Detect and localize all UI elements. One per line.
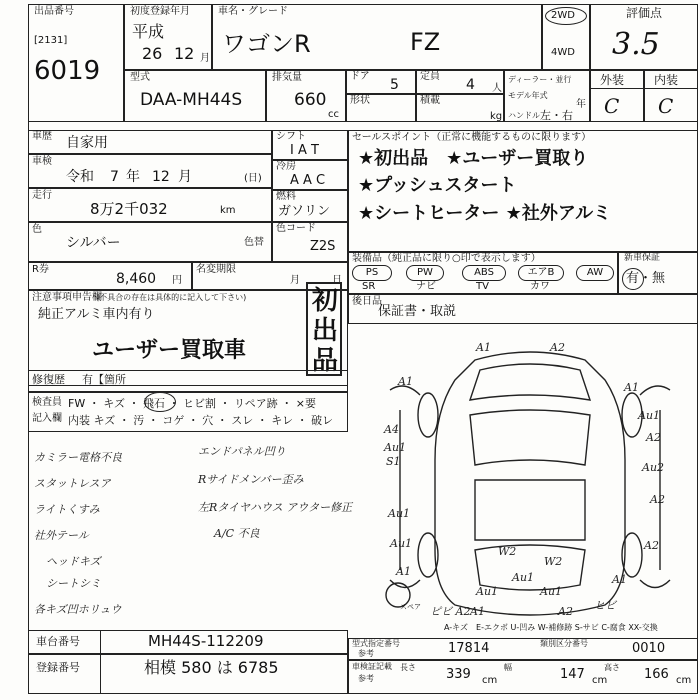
capacity-unit: 人 xyxy=(492,83,502,94)
load-unit: kg xyxy=(490,111,503,122)
dmg-mark-1: A1 xyxy=(476,341,491,354)
model-year-label: モデル年式 xyxy=(508,91,548,100)
dmg-mark-4: A1 xyxy=(624,381,639,394)
inspection-label: 車検 xyxy=(32,156,52,167)
ref-label-1: 型式指定番号 xyxy=(352,639,400,648)
dims-height: 166 xyxy=(644,667,669,682)
dmg-mark-23: Au1 xyxy=(540,585,563,598)
mileage-unit: km xyxy=(220,205,236,216)
color: シルバー xyxy=(66,235,121,251)
equip-ps: PS xyxy=(352,265,392,281)
displacement-unit: cc xyxy=(328,109,339,120)
capacity-label: 定員 xyxy=(420,71,440,82)
history: 自家用 xyxy=(66,135,108,151)
damage-legend: A-キズ E-エクボ U-凹み W-補修跡 S-サビ C-腐食 XX-交換 xyxy=(444,623,658,632)
dmg-mark-26: スペア xyxy=(400,603,421,611)
dmg-mark-22: Au1 xyxy=(476,585,499,598)
color-change-label: 色替 xyxy=(244,237,264,248)
inspection-year-unit: 年 xyxy=(126,169,140,185)
dmg-mark-24: ヒビ xyxy=(594,599,616,612)
inspection-year: 7 xyxy=(110,169,119,185)
hw-note-1: カミラー電格不良 xyxy=(34,451,122,464)
dealer-label: ディーラー・並行 xyxy=(508,75,572,84)
inspector-row-1: FW ・ キズ ・ 飛石 ・ ヒビ割 ・ リペア跡 ・ ×要 xyxy=(68,397,316,410)
hw-note-4: Rサイドメンバー歪み xyxy=(198,473,304,486)
meigi-month-unit: 月 xyxy=(290,275,300,286)
inspector-label-2: 記入欄 xyxy=(32,413,62,424)
hw-note-2: エンドパネル凹り xyxy=(198,445,286,458)
dims-label: 車検証記載 xyxy=(352,662,392,671)
dmg-mark-5: A2 xyxy=(646,431,661,444)
recycle-label: R券 xyxy=(32,264,49,275)
history-cell xyxy=(28,130,272,154)
ref-value-1: 17814 xyxy=(448,641,490,656)
dims-len-label: 長さ xyxy=(400,663,416,672)
ext-label: 外装 xyxy=(600,73,625,87)
equip-aw: AW xyxy=(576,265,614,281)
ext-int-divider xyxy=(590,88,698,89)
notes-main: ユーザー買取車 xyxy=(92,338,247,363)
plate: 相模 580 は 6785 xyxy=(144,658,279,677)
ext-value: C xyxy=(604,94,620,118)
handle-label: ハンドル xyxy=(508,111,540,120)
dmg-mark-16: W2 xyxy=(544,555,563,568)
lot-number: 6019 xyxy=(34,56,101,86)
documents-label: 後日品 xyxy=(352,296,382,307)
aircon: A A C xyxy=(290,173,326,188)
hw-note-11: 各キズ凹ホリュウ xyxy=(34,603,122,616)
dmg-mark-6: A4 xyxy=(384,423,399,436)
doors: 5 xyxy=(390,77,399,93)
documents: 保証書・取説 xyxy=(378,304,457,319)
first-listing: 初出品 xyxy=(312,286,339,376)
first-reg-era: 平成 xyxy=(132,22,165,41)
color-cell xyxy=(28,222,272,262)
car-name: ワゴンR xyxy=(222,30,311,58)
hw-note-6: 左Rタイヤハウス アウター修正 xyxy=(198,501,353,514)
dmg-mark-21: A2 xyxy=(558,605,573,618)
meigi-day-unit: 日 xyxy=(332,275,342,286)
inspector-label-1: 検査員 xyxy=(32,397,62,408)
equip-abs: ABS xyxy=(462,265,506,281)
dmg-mark-2: A2 xyxy=(550,341,565,354)
shift-label: シフト xyxy=(276,131,306,142)
shift: I A T xyxy=(290,143,319,158)
notes-sub: (不具合の存在は具体的に記入して下さい) xyxy=(96,293,247,302)
ref-label-2: 参考 xyxy=(358,649,374,658)
hw-note-8: A/C 不良 xyxy=(214,527,260,540)
ref-label-3: 類別区分番号 xyxy=(540,639,588,648)
equip-leather: カワ xyxy=(530,281,550,292)
capacity: 4 xyxy=(466,77,475,93)
dmg-mark-17: A1 xyxy=(396,565,411,578)
car-name-label: 車名・グレード xyxy=(218,6,288,17)
color-label: 色 xyxy=(32,224,42,235)
repair-value: 有【箇所 xyxy=(82,373,126,386)
recycle: 8,460 xyxy=(116,271,157,287)
sales-points-label: セールスポイント（正常に機能するものに限ります） xyxy=(352,132,592,143)
dims-height-label: 高さ xyxy=(604,663,620,672)
plate-label: 登録番号 xyxy=(36,661,80,674)
sales-point-2: ★プッシュスタート xyxy=(358,175,517,196)
first-reg-label: 初度登録年月 xyxy=(130,6,190,17)
dmg-mark-15: W2 xyxy=(498,545,517,558)
lot-label: 出品番号 xyxy=(34,6,74,17)
color-code-label: 色コード xyxy=(276,223,316,234)
dmg-mark-25: ピビ A2 xyxy=(430,605,471,618)
dmg-mark-20: A1 xyxy=(470,605,485,618)
dims-len-unit: cm xyxy=(482,675,498,686)
int-value: C xyxy=(658,94,674,118)
dims-sub: 参考 xyxy=(358,674,374,683)
dmg-mark-19: A1 xyxy=(612,573,627,586)
new-car-circle xyxy=(622,268,644,290)
car-grade: FZ xyxy=(410,28,441,56)
chassis: MH44S-112209 xyxy=(148,632,264,650)
hw-note-10: シートシミ xyxy=(46,577,101,590)
sales-point-3: ★シートヒーター ★社外アルミ xyxy=(358,203,612,224)
first-reg-month: 12 xyxy=(174,44,195,63)
chassis-label: 車台番号 xyxy=(36,635,80,648)
int-label: 内装 xyxy=(654,73,679,87)
recycle-unit: 円 xyxy=(172,275,182,286)
model-year-unit: 年 xyxy=(576,99,586,110)
dmg-mark-14: Au1 xyxy=(390,537,413,550)
dims-len: 339 xyxy=(446,667,471,682)
hw-note-5: ライトくすみ xyxy=(34,503,100,516)
notes-line1: 純正アルミ車内有り xyxy=(38,307,155,322)
inspection-day-unit: (日) xyxy=(244,173,262,184)
new-car-value: 有・無 xyxy=(626,271,666,286)
meigi-label: 名変期限 xyxy=(196,264,236,275)
equip-pw: PW xyxy=(406,265,444,281)
dmg-mark-18: Au1 xyxy=(512,571,535,584)
handle-value: 左・右 xyxy=(540,109,573,122)
new-car-label: 新車保証 xyxy=(624,253,661,263)
score-label: 評価点 xyxy=(626,6,663,20)
load-label: 積載 xyxy=(420,95,440,106)
repair-label: 修復歴 xyxy=(32,373,65,386)
shape-label: 形状 xyxy=(350,95,370,106)
dims-width-unit: cm xyxy=(592,675,608,686)
drive-4wd: 4WD xyxy=(551,47,575,58)
inspection-era: 令和 xyxy=(66,169,94,185)
aircon-label: 冷房 xyxy=(276,161,296,172)
equipment-label: 装備品（純正品に限り○印で表示します） xyxy=(352,253,541,264)
dmg-mark-13: A2 xyxy=(644,539,659,552)
fuel-label: 燃料 xyxy=(276,191,296,202)
score-value: 3.5 xyxy=(612,27,660,62)
equip-airbag: エアB xyxy=(518,265,564,281)
equip-navi: ナビ xyxy=(416,281,436,292)
dmg-mark-3: A1 xyxy=(398,375,413,388)
hw-note-9: ヘッドキズ xyxy=(46,555,101,568)
stone-chip-circle xyxy=(144,392,176,412)
dmg-mark-10: Au1 xyxy=(638,409,661,422)
model-code-label: 型式 xyxy=(130,72,150,83)
dmg-mark-7: Au1 xyxy=(384,441,407,454)
dmg-mark-9: Au2 xyxy=(642,461,665,474)
equip-sr: SR xyxy=(362,281,376,292)
inspection-month: 12 xyxy=(152,169,170,185)
dims-width-label: 幅 xyxy=(504,663,512,672)
hw-note-3: スタットレスア xyxy=(34,477,111,490)
lot-prefix: [2131] xyxy=(34,35,68,46)
ref-value-3: 0010 xyxy=(632,641,666,656)
inspection-month-unit: 月 xyxy=(178,169,192,185)
displacement-label: 排気量 xyxy=(272,72,302,83)
first-reg-year: 26 xyxy=(142,44,163,63)
dmg-mark-8: S1 xyxy=(386,455,401,468)
first-reg-month-unit: 月 xyxy=(200,53,210,64)
inspector-row-2: 内装 キズ ・ 汚 ・ コゲ ・ 穴 ・ スレ ・ キレ ・ 破レ xyxy=(68,414,334,427)
model-code: DAA-MH44S xyxy=(140,90,243,110)
recycle-cell xyxy=(28,262,192,290)
dims-width: 147 xyxy=(560,667,585,682)
equip-tv: TV xyxy=(476,281,489,292)
dims-height-unit: cm xyxy=(676,675,692,686)
notes-label: 注意事項申告欄 xyxy=(32,292,102,303)
doors-label: ドア xyxy=(350,71,370,82)
color-code: Z2S xyxy=(310,239,336,254)
displacement: 660 xyxy=(294,90,327,110)
hw-note-7: 社外テール xyxy=(34,529,89,542)
sales-point-1: ★初出品 ★ユーザー買取り xyxy=(358,148,589,169)
dmg-mark-12: Au1 xyxy=(388,507,411,520)
fuel: ガソリン xyxy=(278,204,331,219)
repair-cell xyxy=(28,370,348,392)
history-label: 車歴 xyxy=(32,131,52,142)
drive-2wd: 2WD xyxy=(551,10,575,21)
mileage-label: 走行 xyxy=(32,190,52,201)
dmg-mark-11: A2 xyxy=(650,493,665,506)
mileage: 8万2千032 xyxy=(90,200,168,218)
inspection-cell xyxy=(28,154,272,188)
